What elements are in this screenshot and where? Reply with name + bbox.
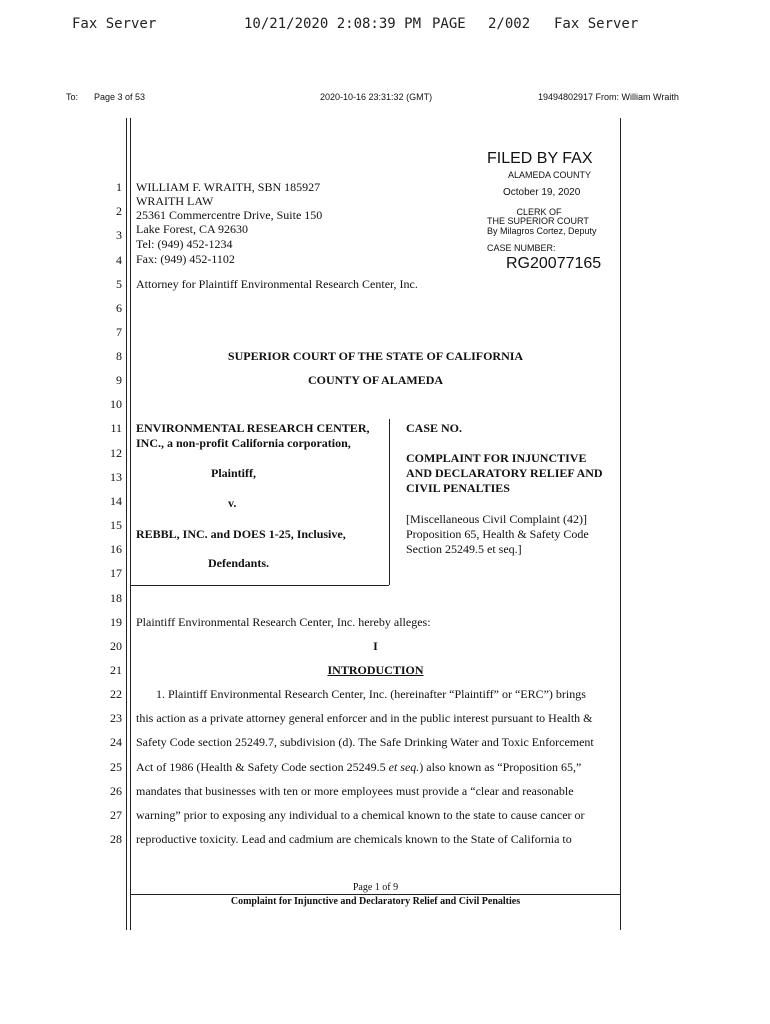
line-number: 23 (110, 711, 122, 725)
line-number: 22 (110, 687, 122, 701)
caption-misc-line3: Section 25249.5 et seq.] (406, 542, 522, 556)
fax-header-datetime: 10/21/2020 2:08:39 PM (244, 16, 422, 32)
caption-defendant-role: Defendants. (208, 556, 270, 570)
right-rule (620, 118, 621, 930)
filed-stamp-case-number: RG20077165 (506, 255, 602, 272)
fax-header-right: Fax Server (554, 16, 639, 32)
filed-stamp-date: October 19, 2020 (503, 187, 581, 198)
filed-stamp-clerk-line2: THE SUPERIOR COURT (487, 216, 589, 226)
caption-title-line1: COMPLAINT FOR INJUNCTIVE (406, 451, 587, 465)
line-number: 10 (110, 397, 122, 411)
transmission-page: Page 3 of 53 (94, 92, 146, 102)
court-name: SUPERIOR COURT OF THE STATE OF CALIFORNIA (227, 349, 524, 363)
line-number: 24 (110, 735, 122, 749)
caption-versus: v. (228, 496, 237, 510)
paragraph-1-line: Safety Code section 25249.7, subdivision (d). The Safe Drinking Water and Toxic Enforcement (136, 735, 594, 749)
paragraph-1-text: Act of 1986 (Health & Safety Code section 25249.5 (136, 760, 389, 774)
paragraph-1-line: warning” prior to exposing any individual to a chemical known to the state to cause cancer or (136, 808, 585, 822)
line-number: 3 (116, 228, 122, 242)
line-number: 9 (116, 373, 122, 387)
caption-case-no: CASE NO. (406, 421, 463, 435)
transmission-from: 19494802917 From: William Wraith (538, 92, 679, 102)
attorney-for: Attorney for Plaintiff Environmental Research Center, Inc. (136, 277, 418, 291)
line-number: 19 (110, 615, 122, 629)
paragraph-1-line: this action as a private attorney general enforcer and in the public interest pursuant to Health & (136, 711, 593, 725)
filed-stamp-title: FILED BY FAX (487, 150, 593, 167)
line-number: 18 (110, 591, 122, 605)
filed-stamp-county: ALAMEDA COUNTY (508, 170, 592, 180)
attorney-tel: Tel: (949) 452-1234 (136, 237, 233, 251)
fax-header-left: Fax Server (72, 16, 157, 32)
paragraph-1-text: ) also known as “Proposition 65,” (419, 760, 582, 774)
fax-header-page-value: 2/002 (488, 16, 531, 32)
attorney-name: WILLIAM F. WRAITH, SBN 185927 (136, 180, 321, 194)
caption-divider (389, 419, 390, 585)
line-number: 13 (110, 470, 122, 484)
caption-bottom-rule (131, 585, 389, 586)
paragraph-1-line (136, 760, 581, 775)
line-number: 27 (110, 808, 122, 822)
footer-page-number: Page 1 of 9 (352, 882, 399, 893)
attorney-address2: Lake Forest, CA 92630 (136, 222, 248, 236)
attorney-address1: 25361 Commercentre Drive, Suite 150 (136, 208, 323, 222)
line-number: 14 (110, 494, 122, 508)
filed-stamp-clerk-line3: By Milagros Cortez, Deputy (487, 226, 597, 236)
attorney-firm: WRAITH LAW (136, 194, 214, 208)
caption-plaintiff-role: Plaintiff, (211, 466, 256, 480)
caption-plaintiff-line2: INC., a non-profit California corporation, (136, 436, 351, 450)
et-seq-italic: et seq. (388, 760, 420, 774)
line-number: 6 (116, 301, 122, 315)
caption-plaintiff-line1: ENVIRONMENTAL RESEARCH CENTER, (136, 421, 370, 435)
line-number: 8 (116, 349, 122, 363)
caption-title-line3: CIVIL PENALTIES (406, 481, 510, 495)
allegation-line: Plaintiff Environmental Research Center, Inc. hereby alleges: (136, 615, 431, 629)
caption-defendant-line: REBBL, INC. and DOES 1-25, Inclusive, (136, 527, 346, 541)
section-numeral: I (373, 639, 378, 653)
line-number: 11 (110, 421, 122, 435)
section-title: INTRODUCTION (327, 663, 424, 677)
caption-title-line2: AND DECLARATORY RELIEF AND (406, 466, 603, 480)
attorney-fax: Fax: (949) 452-1102 (136, 252, 235, 266)
footer-title: Complaint for Injunctive and Declaratory Relief and Civil Penalties (230, 896, 521, 907)
line-number: 28 (110, 832, 122, 846)
line-number: 1 (116, 180, 122, 194)
transmission-timestamp: 2020-10-16 23:31:32 (GMT) (320, 92, 433, 102)
filed-stamp-case-number-label: CASE NUMBER: (487, 243, 556, 253)
line-number: 21 (110, 663, 122, 677)
court-county: COUNTY OF ALAMEDA (307, 373, 444, 387)
left-rule-outer (126, 118, 127, 930)
line-number: 25 (110, 760, 122, 774)
left-rule-inner (130, 118, 131, 930)
line-number: 7 (116, 325, 122, 339)
line-number: 16 (110, 542, 122, 556)
paragraph-1-line: reproductive toxicity. Lead and cadmium are chemicals known to the State of California to (136, 832, 572, 846)
line-number: 5 (116, 277, 122, 291)
caption-misc-line2: Proposition 65, Health & Safety Code (406, 527, 589, 541)
line-number: 12 (110, 446, 122, 460)
line-number: 17 (110, 566, 122, 580)
transmission-to: To: (66, 92, 79, 102)
line-number: 15 (110, 518, 122, 532)
line-number: 2 (116, 204, 122, 218)
fax-header-page-label: PAGE (432, 16, 466, 32)
caption-misc-line1: [Miscellaneous Civil Complaint (42)] (406, 512, 587, 526)
paragraph-1-line: 1. Plaintiff Environmental Research Center, Inc. (hereinafter “Plaintiff” or “ERC”) brings (156, 687, 586, 701)
line-number: 26 (110, 784, 122, 798)
filed-stamp-clerk-line1: CLERK OF (516, 207, 562, 217)
line-number: 4 (116, 253, 122, 267)
paragraph-1-line: mandates that businesses with ten or more employees must provide a “clear and reasonable (136, 784, 574, 798)
footer-rule (131, 894, 620, 895)
line-number: 20 (110, 639, 122, 653)
